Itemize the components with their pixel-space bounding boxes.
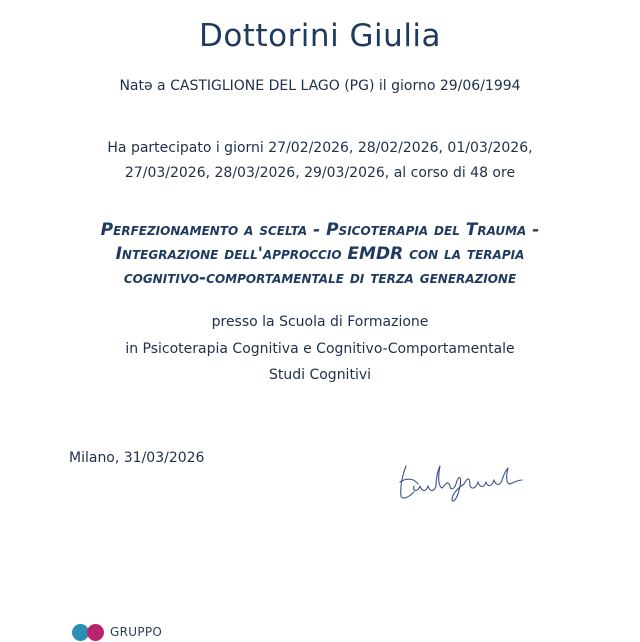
- logo-text: GRUPPO: [110, 625, 163, 639]
- footer-logo: [72, 622, 162, 642]
- course-title-line: cognitivo-comportamentale di terza generazione: [123, 268, 517, 288]
- place-date: Milano, 31/03/2026: [69, 450, 205, 466]
- participation-line: 27/03/2026, 28/03/2026, 29/03/2026, al corso di 48 ore: [124, 165, 516, 181]
- recipient-name: Dottorini Giulia: [198, 18, 442, 54]
- institution-line: in Psicoterapia Cognitiva e Cognitivo-Comportamentale: [125, 340, 515, 357]
- birth-info: Natə a CASTIGLIONE DEL LAGO (PG) il giorno 29/06/1994: [119, 78, 521, 94]
- institution: [40, 309, 600, 389]
- institution-line: Studi Cognitivi: [268, 367, 372, 383]
- participation-line: Ha partecipato i giorni 27/02/2026, 28/02/2026, 01/03/2026,: [107, 140, 533, 156]
- course-title-line: Perfezionamento a scelta - Psicoterapia del Trauma -: [100, 220, 540, 240]
- institution-line: presso la Scuola di Formazione: [211, 314, 429, 330]
- course-title-line: Integrazione dell'approccio EMDR con la terapia: [115, 244, 525, 264]
- course-title: [40, 218, 600, 290]
- signature: [392, 456, 527, 506]
- participation-dates: [40, 136, 600, 186]
- logo-dot-magenta-icon: [87, 624, 104, 641]
